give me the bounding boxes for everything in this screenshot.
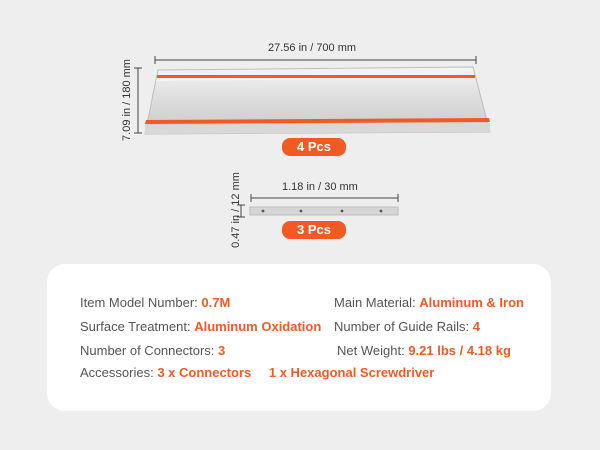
rail-red-strip-top — [157, 75, 475, 78]
spec-value: Aluminum Oxidation — [194, 319, 322, 334]
guide-rail-image — [145, 67, 490, 134]
spec-value: 9.21 lbs / 4.18 kg — [408, 343, 511, 358]
connector-image — [250, 207, 398, 215]
rail-length-label: 27.56 in / 700 mm — [268, 42, 357, 54]
spec-value: 1 x Hexagonal Screwdriver — [268, 365, 435, 380]
connector-hole — [341, 210, 344, 213]
spec-connectors — [80, 343, 225, 358]
spec-item-model — [80, 295, 230, 310]
spec-value: 4 — [472, 319, 480, 334]
connector-hole — [380, 210, 383, 213]
rail-height-dimension — [134, 68, 142, 133]
rail-height-label: 7.09 in / 180 mm — [121, 59, 133, 141]
spec-accessories — [80, 365, 434, 380]
spec-value: 3 — [218, 343, 226, 358]
spec-label: Number of Connectors: — [80, 343, 215, 358]
spec-label: Item Model Number: — [80, 295, 198, 310]
rail-quantity-badge: 4 Pcs — [282, 138, 346, 156]
connector-quantity-badge: 3 Pcs — [282, 221, 346, 239]
spec-net-weight — [337, 343, 511, 358]
connector-hole — [300, 210, 303, 213]
rail-length-dimension — [155, 56, 476, 64]
specifications-card — [47, 264, 551, 411]
connector-hole — [262, 210, 265, 213]
spec-surface-treatment — [80, 319, 321, 334]
spec-label: Net Weight: — [337, 343, 405, 358]
spec-label: Main Material: — [334, 295, 416, 310]
spec-value: Aluminum & Iron — [419, 295, 524, 310]
spec-value: 3 x Connectors — [157, 365, 252, 380]
spec-label: Accessories: — [80, 365, 154, 380]
connector-height-label: 0.47 in / 12 mm — [230, 172, 242, 248]
spec-value: 0.7M — [201, 295, 231, 310]
connector-length-label: 1.18 in / 30 mm — [282, 181, 358, 193]
connector-length-dimension — [251, 194, 398, 202]
spec-main-material — [334, 295, 524, 310]
spec-guide-rails — [334, 319, 480, 334]
spec-label: Surface Treatment: — [80, 319, 191, 334]
spec-label: Number of Guide Rails: — [334, 319, 470, 334]
